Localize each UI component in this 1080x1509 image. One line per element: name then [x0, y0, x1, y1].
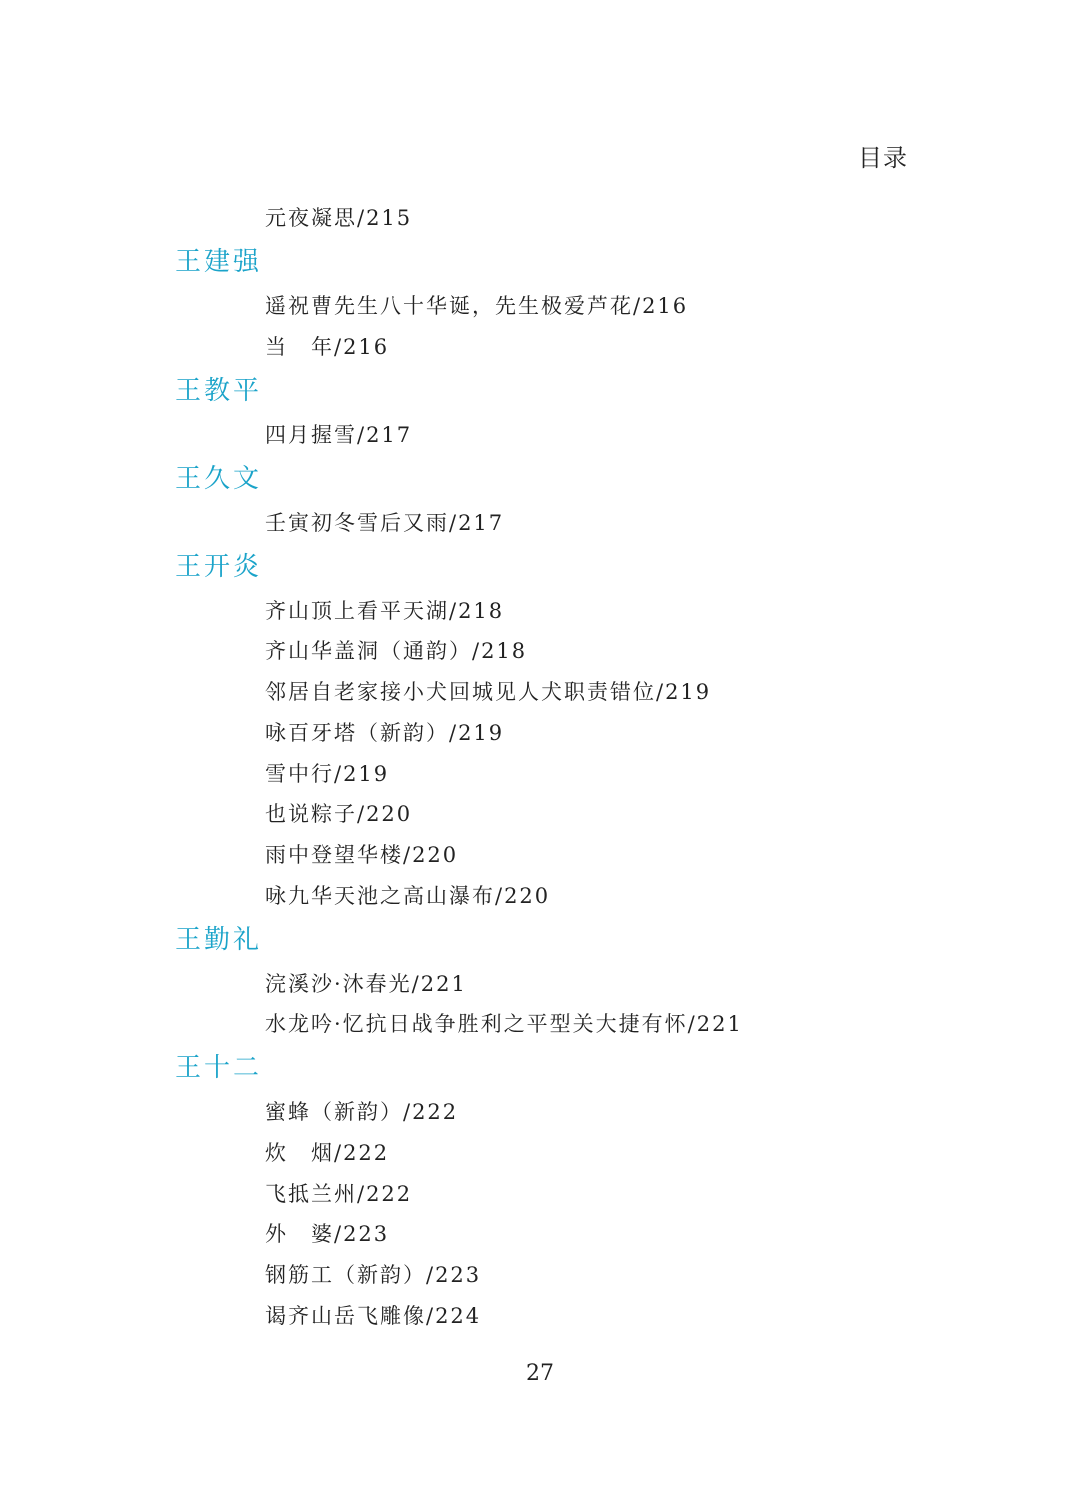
- page-number: 27: [526, 1361, 554, 1386]
- toc-entry: 水龙吟·忆抗日战争胜利之平型关大捷有怀/221: [265, 1012, 743, 1037]
- toc-entry: 炊 烟/222: [265, 1141, 390, 1165]
- toc-author: 王久文: [175, 463, 263, 494]
- toc-entry: 齐山华盖洞（通韵）/218: [265, 639, 528, 664]
- toc-entry: 壬寅初冬雪后又雨/217: [265, 510, 505, 535]
- toc-entry: 齐山顶上看平天湖/218: [265, 598, 505, 623]
- toc-entry: 浣溪沙·沐春光/221: [265, 971, 467, 996]
- toc-entry: 咏九华天池之高山瀑布/220: [265, 883, 551, 908]
- toc-entry: 咏百牙塔（新韵）/219: [265, 720, 505, 745]
- toc-author: 王教平: [175, 375, 263, 406]
- running-head: 目录: [858, 144, 908, 172]
- toc-entry: 钢筋工（新韵）/223: [265, 1263, 482, 1288]
- toc-entry: 遥祝曹先生八十华诞，先生极爱芦花/216: [265, 294, 689, 318]
- toc-entry: 谒齐山岳飞雕像/224: [265, 1303, 482, 1328]
- toc-entry: 雪中行/219: [265, 761, 390, 786]
- toc-entry: 四月握雪/217: [265, 422, 413, 447]
- toc-entry: 外 婆/223: [265, 1222, 390, 1247]
- toc-author: 王十二: [175, 1053, 263, 1084]
- toc-entry: 蜜蜂（新韵）/222: [265, 1100, 459, 1125]
- toc-entry: 雨中登望华楼/220: [265, 842, 459, 867]
- toc-entry: 当 年/216: [265, 334, 390, 359]
- toc-entry: 元夜凝思/215: [265, 206, 413, 230]
- toc-entry: 邻居自老家接小犬回城见人犬职责错位/219: [265, 680, 712, 705]
- toc-author: 王勤礼: [175, 924, 263, 955]
- toc-author: 王开炎: [175, 551, 263, 582]
- toc-entry: 也说粽子/220: [265, 802, 413, 827]
- toc-author: 王建强: [175, 247, 263, 277]
- toc-entry: 飞抵兰州/222: [265, 1181, 413, 1206]
